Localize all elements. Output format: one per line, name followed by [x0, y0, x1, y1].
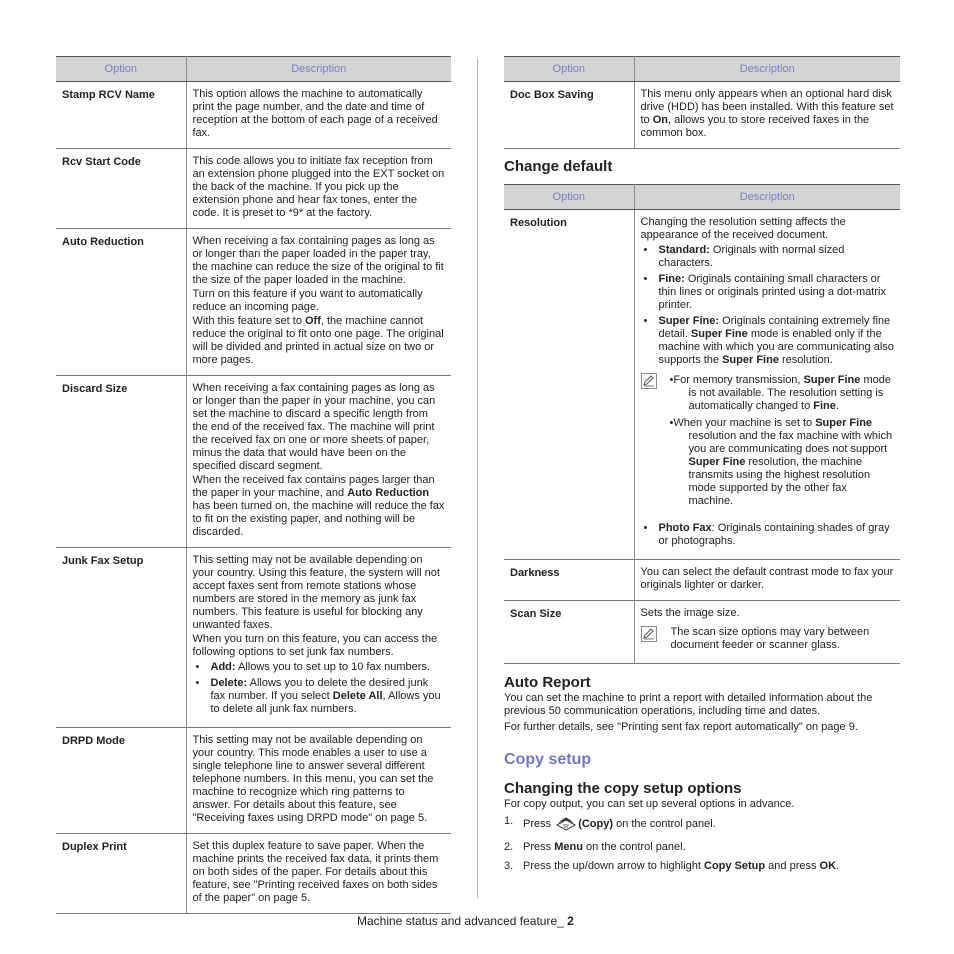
list-item: • Delete: Allows you to delete the desired junk fax number. If you select Delete All, Allows you to delete all junk fax numbers.	[193, 677, 446, 716]
option-cell: Duplex Print	[56, 834, 186, 914]
description-cell	[186, 82, 451, 149]
bold-term: Super Fine	[803, 374, 861, 386]
option-cell: Stamp RCV Name	[56, 82, 186, 149]
description-cell	[634, 210, 900, 560]
copy-setup-intro: For copy output, you can set up several options in advance.	[504, 798, 795, 810]
bold-term: Standard:	[658, 244, 710, 256]
option-cell: Darkness	[504, 560, 634, 601]
description-cell	[186, 548, 451, 728]
change-default-heading: Change default	[504, 158, 613, 175]
bold-term: Super Fine	[688, 456, 746, 468]
auto-report-heading: Auto Report	[504, 674, 591, 691]
description-paragraph: With this feature set to Off, the machine cannot reduce the original to fit onto one page. The original will be divided and printed in actual size on two or more pages.	[192, 315, 444, 366]
right-column	[504, 56, 900, 879]
resolution-bullet-list	[641, 244, 895, 367]
left-column	[56, 56, 451, 914]
auto-report-text: You can set the machine to print a report with detailed information about the previous 50 communication operations, including time and dates.	[504, 692, 873, 717]
step-number: 2.	[504, 841, 514, 853]
option-cell: Scan Size	[504, 601, 634, 664]
table-row	[56, 82, 451, 149]
description-cell	[186, 149, 451, 229]
list-item: • Fine: Originals containing small characters or thin lines or originals printed using a dot-matrix printer.	[641, 273, 895, 312]
step-number: 3.	[504, 860, 514, 872]
copy-setup-heading: Copy setup	[504, 751, 592, 768]
doc-box-table	[504, 56, 900, 149]
option-cell: Junk Fax Setup	[56, 548, 186, 728]
bold-term: Super Fine	[722, 354, 779, 366]
table-row	[56, 728, 451, 834]
copy-setup-subheading: Changing the copy setup options	[504, 780, 742, 797]
resolution-intro: Changing the resolution setting affects the appearance of the received document.	[640, 216, 846, 241]
description-paragraph: When the received fax contains pages larger than the paper in your machine, and Auto Reduction has been turned on, the machine will reduce the fax to fit on the existing paper, and nothing will be discarded.	[192, 474, 445, 538]
resolution-note	[641, 373, 895, 508]
description-cell	[634, 601, 900, 664]
description-paragraph: This menu only appears when an optional hard disk drive (HDD) has been installed. With this feature set to On, allows you to store received faxes in the common box.	[640, 88, 894, 139]
column-divider	[477, 58, 478, 898]
table-row	[56, 548, 451, 728]
bold-term: Off	[305, 315, 321, 327]
bold-term: OK	[819, 860, 837, 872]
resolution-bullet-list	[641, 522, 895, 548]
step-item: 1. Press (Copy) on the control panel.	[504, 815, 900, 835]
table-row	[56, 149, 451, 229]
bold-term: Copy Setup	[704, 860, 766, 872]
description-paragraph: This setting may not be available depending on your country. Using this feature, the system will not accept faxes sent from remote stations whose numbers are stored in the memory as junk fax numbers. This feature is useful for blocking any unwanted faxes.	[192, 554, 440, 631]
bold-term: Add:	[210, 661, 236, 673]
bold-term: Delete:	[210, 677, 248, 689]
option-cell: Doc Box Saving	[504, 82, 634, 149]
table-row	[56, 229, 451, 376]
bold-term: On	[652, 114, 669, 126]
description-cell	[186, 376, 451, 548]
option-cell: DRPD Mode	[56, 728, 186, 834]
table-row	[504, 82, 900, 149]
bold-term: Auto Reduction	[347, 487, 430, 499]
bold-term: Super Fine	[815, 417, 873, 429]
description-column-header: Description	[186, 57, 451, 82]
change-default-table	[504, 184, 900, 664]
fax-receive-options-table	[56, 56, 451, 914]
bold-term: Photo Fax	[658, 522, 712, 534]
list-item: • Standard: Originals with normal sized characters.	[641, 244, 895, 270]
bold-term: Super Fine:	[658, 315, 720, 327]
page-footer	[357, 915, 574, 928]
list-item: • Super Fine: Originals containing extremely fine detail. Super Fine mode is enabled only if the machine with which you are communicating also supports the Super Fine resolution.	[641, 315, 895, 367]
description-paragraph: When receiving a fax containing pages as long as or longer than the paper loaded in the paper tray, the machine can reduce the size of the original to fit the size of the paper loaded in the machine.	[192, 235, 444, 286]
step-item: 2. Press Menu on the control panel.	[504, 841, 686, 853]
description-column-header: Description	[634, 57, 900, 82]
footer-text: Machine status and advanced feature_	[357, 914, 568, 928]
bold-term: (Copy)	[578, 818, 614, 830]
note-text: The scan size options may vary between document feeder or scanner glass.	[670, 626, 870, 651]
option-column-header: Option	[504, 185, 634, 210]
table-row	[504, 210, 900, 560]
table-row	[56, 834, 451, 914]
page-number: 2	[567, 914, 574, 928]
bullet-list	[193, 661, 446, 716]
option-cell: Rcv Start Code	[56, 149, 186, 229]
table-row	[504, 560, 900, 601]
bold-term: Super Fine	[690, 328, 748, 340]
table-row	[504, 601, 900, 664]
description-cell	[186, 834, 451, 914]
list-item: • Photo Fax: Originals containing shades of gray or photographs.	[641, 522, 895, 548]
scan-size-note	[641, 626, 895, 652]
note-text: •When your machine is set to Super Fine resolution and the fax machine with which you are communicating does not support Super Fine resolution, the machine transmits using the highest resolution mode supported by the other fax machine.	[669, 417, 893, 507]
option-cell: Resolution	[504, 210, 634, 560]
option-column-header: Option	[56, 57, 186, 82]
description-paragraph: When receiving a fax containing pages as long as or longer than the paper in your machine, you can set the machine to discard a specific length from the end of the received fax. The machine will print the received fax on one or more sheets of paper, minus the data that would have been on the specified discard segment.	[192, 382, 436, 472]
option-cell: Auto Reduction	[56, 229, 186, 376]
description-paragraph: When you turn on this feature, you can access the following options to set junk fax numbers.	[192, 633, 438, 658]
step-number: 1.	[504, 815, 514, 827]
description-paragraph: Set this duplex feature to save paper. When the machine prints the received fax data, it prints them on both sides of the paper. For details about this feature, see "Printing received faxes on both sides of the paper" on page 5.	[192, 840, 439, 904]
description-cell	[186, 229, 451, 376]
description-paragraph: This code allows you to initiate fax reception from an extension phone plugged into the EXT socket on the back of the machine. If you pick up the extension phone and hear fax tones, enter the code. It is preset to *9* at the factory.	[192, 155, 445, 219]
description-cell	[634, 82, 900, 149]
description-paragraph: This setting may not be available depending on your country. This mode enables a user to use a single telephone line to answer several different telephone numbers. In this menu, you can set the machine to recognize which ring patterns to answer. For details about this feature, see "Receiving faxes using DRPD mode" on page 5.	[192, 734, 434, 824]
list-item: • Add: Allows you to set up to 10 fax numbers.	[193, 661, 446, 674]
option-cell: Discard Size	[56, 376, 186, 548]
step-item: 3. Press the up/down arrow to highlight Copy Setup and press OK.	[504, 860, 840, 872]
note-text: •For memory transmission, Super Fine mode is not available. The resolution setting is automatically changed to Fine.	[669, 374, 891, 412]
description-column-header: Description	[634, 185, 900, 210]
copy-setup-steps	[504, 815, 900, 873]
option-column-header: Option	[504, 57, 634, 82]
bold-term: Fine:	[658, 273, 685, 285]
bold-term: Delete All	[332, 690, 383, 702]
scan-size-text: Sets the image size.	[640, 607, 740, 619]
description-cell: You can select the default contrast mode to fax your originals lighter or darker.	[634, 560, 900, 601]
auto-report-reference: For further details, see "Printing sent fax report automatically" on page 9.	[504, 721, 858, 733]
copy-icon	[555, 815, 577, 835]
table-row	[56, 376, 451, 548]
description-paragraph: Turn on this feature if you want to automatically reduce an incoming page.	[192, 288, 423, 313]
bold-term: Menu	[554, 841, 583, 853]
description-cell	[186, 728, 451, 834]
description-paragraph: This option allows the machine to automatically print the page number, and the date and time of reception at the bottom of each page of a received fax.	[192, 88, 438, 139]
bold-term: Fine	[813, 400, 836, 412]
